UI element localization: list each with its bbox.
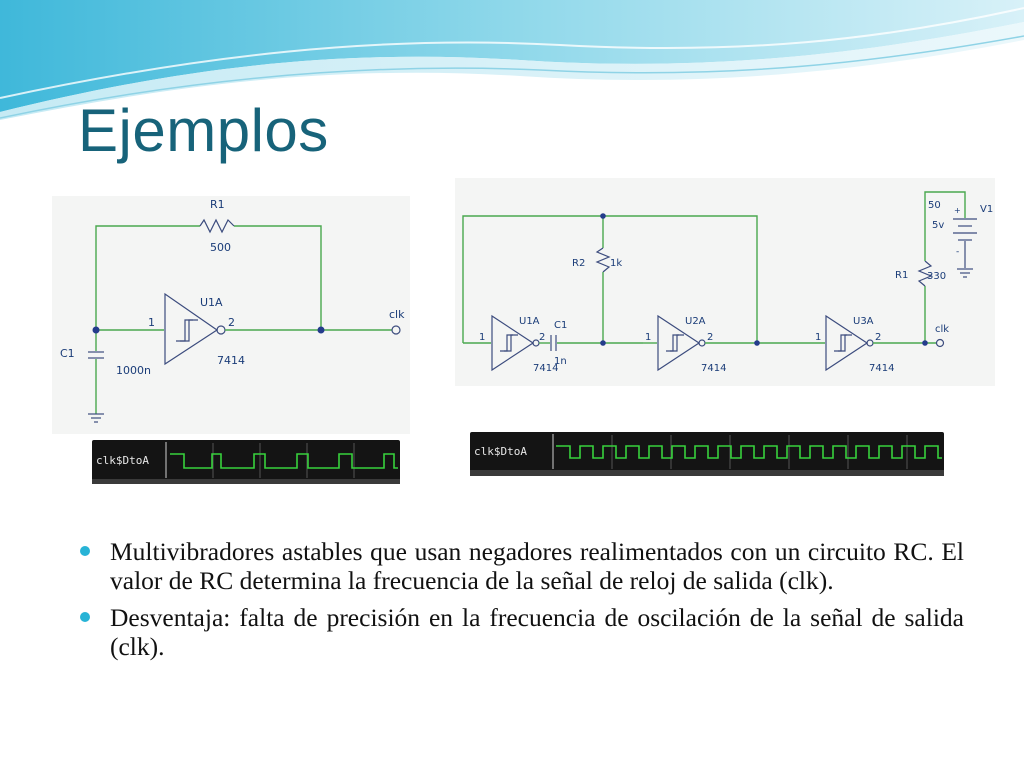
bullet-list: [80, 537, 964, 669]
bullet-text-2: Desventaja: falta de precisión en la frecuencia de oscilación de la señal de salida (clk).: [110, 603, 964, 661]
u1-pin-in: 1: [148, 316, 155, 329]
clock-waveform-trace-1: [92, 440, 400, 484]
bullet-marker: [80, 546, 90, 556]
u1-name: U1A: [200, 296, 223, 309]
slide-title: Ejemplos: [78, 97, 329, 164]
bullet-item: [80, 603, 964, 661]
clk-label: clk: [935, 324, 950, 335]
scope2-label: clk$DtoA: [474, 445, 527, 458]
u1-part: 7414: [533, 363, 559, 374]
circuit-diagram-single-inverter: [52, 196, 410, 434]
u3-part: 7414: [869, 363, 895, 374]
r1-name: R1: [210, 198, 225, 211]
v1-name: V1: [980, 204, 994, 215]
c1-value: 1n: [554, 356, 567, 367]
r1-value: 330: [927, 271, 947, 282]
u2-pin-in: 1: [645, 332, 652, 343]
u1-name: U1A: [519, 316, 540, 327]
r1-name: R1: [895, 270, 909, 281]
c1-name: C1: [554, 320, 568, 331]
u3-pin-out: 2: [875, 332, 882, 343]
u3-name: U3A: [853, 316, 874, 327]
scope1-label: clk$DtoA: [96, 454, 149, 467]
bullet-marker: [80, 612, 90, 622]
bullet-text-1: Multivibradores astables que usan negadores realimentados con un circuito RC. El valor de RC determina la frecuencia de la señal de reloj de salida (clk).: [110, 537, 964, 595]
v1-minus: -: [956, 247, 960, 257]
r1-value: 500: [210, 241, 231, 254]
v1-plus: +: [954, 206, 961, 215]
clock-waveform-trace-2: [470, 432, 944, 476]
c1-value: 1000n: [116, 364, 151, 377]
r2-value: 1k: [610, 258, 623, 269]
u1-part: 7414: [217, 354, 245, 367]
v1-value: 5v: [932, 220, 945, 231]
u1-pin-in: 1: [479, 332, 486, 343]
c1-name: C1: [60, 347, 75, 360]
u1-pin-out: 2: [539, 332, 546, 343]
u2-name: U2A: [685, 316, 706, 327]
bullet-item: [80, 537, 964, 595]
u2-pin-out: 2: [707, 332, 714, 343]
u2-part: 7414: [701, 363, 727, 374]
u1-pin-out: 2: [228, 316, 235, 329]
circuit-diagram-three-inverters: [455, 178, 995, 386]
clk-label: clk: [389, 308, 405, 321]
v1-top-label: 50: [928, 200, 941, 211]
u3-pin-in: 1: [815, 332, 822, 343]
r2-name: R2: [572, 258, 586, 269]
